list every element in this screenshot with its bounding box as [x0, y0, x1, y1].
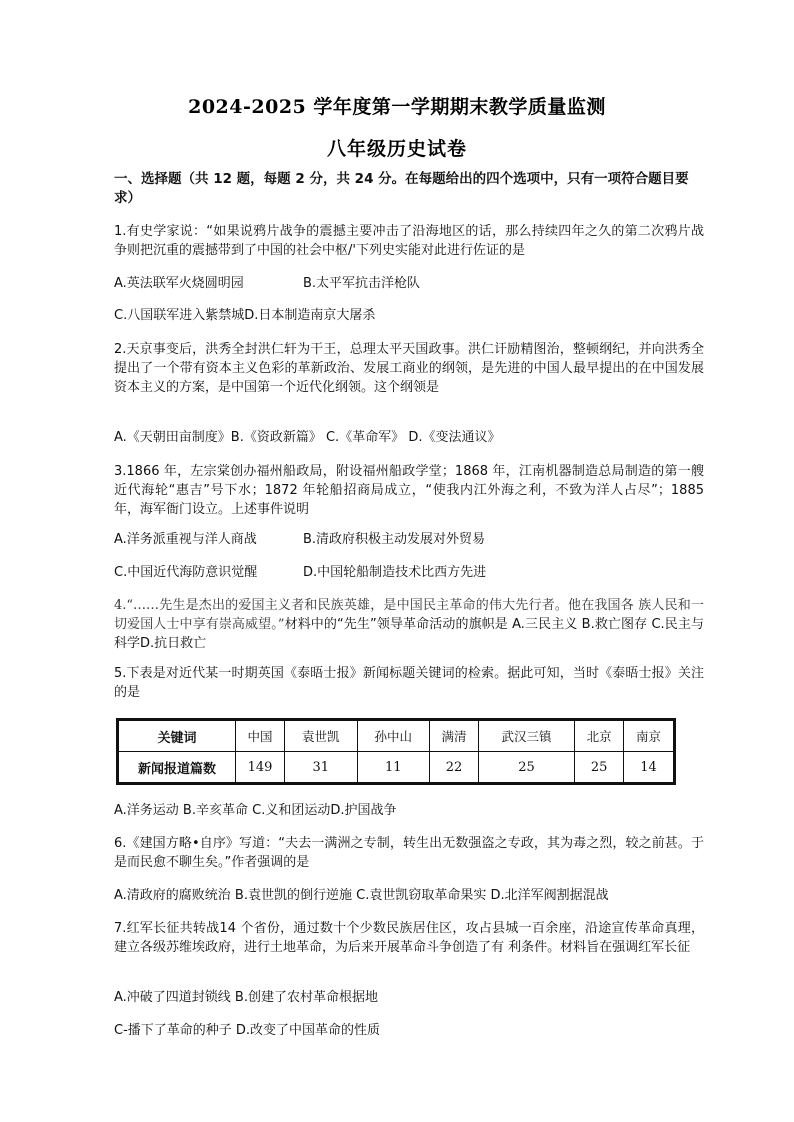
question-1-option-b: B.太平军抗击洋枪队: [303, 276, 421, 291]
question-3-option-c: C.中国近代海防意识觉醒: [114, 565, 258, 580]
keyword-cell: 武汉三镇: [479, 720, 575, 752]
question-3-option-d: D.中国轮船制造技术比西方先进: [303, 565, 487, 580]
question-2-stem: 2.天京事变后，洪秀全封洪仁轩为干王，总理太平天国政事。洪仁讦励精图治，整顿纲纪，并向洪秀全提出了一个带有资本主义色彩的革新政治、发展工商业的纲领，是先进的中国人最早提出的在中国发展资本主义的方案，是中国第一个近代化纲领。这个纲领是: [114, 342, 704, 395]
exam-title: 2024-2025 学年度第一学期期末教学质量监测: [188, 96, 606, 118]
count-cell: 25: [479, 752, 575, 784]
count-cell: 14: [624, 752, 675, 784]
count-row: [118, 752, 675, 784]
count-cell: 31: [284, 752, 357, 784]
question-7-stem: 7.红军长征共转战14 个省份，通过数十个少数民族居住区，攻占县城一百余座，沿途宣传革命真理，建立各级苏维埃政府，进行土地革命，为后来开展革命斗争创造了有 利条件。材料旨在强调红军长征: [114, 921, 704, 955]
question-3-option-b: B.清政府积极主动发展对外贸易: [303, 532, 486, 547]
question-7-options-ab: A.冲破了四道封锁线 B.创建了农村革命根据地: [114, 990, 378, 1005]
question-3-option-a: A.洋务派重视与洋人商战: [114, 532, 257, 547]
question-6-stem: 6.《建国方略•自序》写道：“夫去一满洲之专制，转生出无数强盗之专政，其为毒之烈，较之前甚。于是而民愈不聊生矣。”作者强调的是: [114, 836, 704, 870]
question-1-options-cd: C.八国联军进入紫禁城D.日本制造南京大屠杀: [114, 308, 376, 323]
count-cell: 22: [430, 752, 479, 784]
keyword-cell: 袁世凯: [284, 720, 357, 752]
question-2-options: A.《天朝田亩制度》B.《资政新篇》 C.《革命军》 D.《变法通议》: [114, 430, 501, 445]
question-1-stem: 1.有史学家说：“如果说鸦片战争的震撼主要冲击了沿海地区的话，那么持续四年之久的第二次鸦片战争则把沉重的震撼带到了中国的社会中枢/'下列史实能对此进行佐证的是: [114, 224, 704, 258]
question-4-rest: 材料中的“先生”领导革命活动的旗帜是 A.三民主义 B.救亡图存 C.民主与科学D.抗日救亡: [114, 617, 704, 651]
exam-subtitle: 八年级历史试卷: [326, 138, 467, 160]
keyword-cell: 孙中山: [357, 720, 430, 752]
keyword-table: [116, 718, 676, 785]
question-5-stem: 5.下表是对近代某一时期英国《泰晤士报》新闻标题关键词的检索。据此可知，当时《泰晤士报》关注的是: [114, 666, 704, 700]
question-3-stem: 3.1866 年，左宗棠创办福州船政局，附设福州船政学堂；1868 年，江南机器制造总局制造的第一艘近代海轮“惠吉”号下水；1872 年轮船招商局成立，“使我内江外海之利，不致为洋人占尽”；1885 年，海军衙门设立。上述事件说明: [114, 464, 704, 517]
count-cell: 25: [575, 752, 624, 784]
question-4-stem: [114, 596, 704, 653]
question-1-option-a: A.英法联军火烧圆明园: [114, 276, 244, 291]
keyword-row: [118, 720, 675, 752]
count-cell: 149: [236, 752, 285, 784]
section-heading: 一、选择题（共 12 题，每题 2 分，共 24 分。在每题给出的四个选项中，只有一项符合题目要求）: [114, 171, 689, 206]
question-4-quote: 4.“……先生是杰出的爱国主义者和民族英雄，是中国民主革命的伟大先行者。他在我国各 族人民和一切爱国人士中享有崇高威望。”: [114, 598, 704, 632]
keyword-cell: 北京: [575, 720, 624, 752]
question-5-options: A.洋务运动 B.辛亥革命 C.义和团运动D.护国战争: [114, 803, 397, 818]
count-cell: 11: [357, 752, 430, 784]
keyword-cell: 中国: [236, 720, 285, 752]
keyword-header-label: 关键词: [118, 720, 236, 752]
keyword-cell: 南京: [624, 720, 675, 752]
question-7-options-cd: C-播下了革命的种子 D.改变了中国革命的性质: [114, 1023, 381, 1038]
count-header-label: 新闻报道篇数: [118, 752, 236, 784]
question-6-options: A.清政府的腐败统治 B.袁世凯的倒行逆施 C.袁世凯窃取革命果实 D.北洋军阀割据混战: [114, 888, 609, 903]
keyword-cell: 满清: [430, 720, 479, 752]
